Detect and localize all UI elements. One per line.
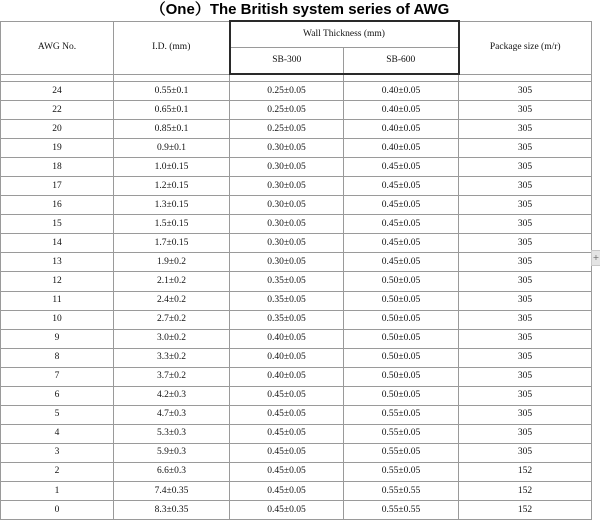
cell-sb600: 0.50±0.05 (344, 367, 459, 386)
cell-sb600: 0.45±0.05 (344, 234, 459, 253)
cell-sb300: 0.40±0.05 (230, 348, 344, 367)
table-row (1, 443, 592, 462)
cell-awg-no: 11 (1, 291, 114, 310)
cell-id: 0.65±0.1 (114, 101, 230, 120)
cell-id: 3.3±0.2 (114, 348, 230, 367)
cell-id: 2.4±0.2 (114, 291, 230, 310)
awg-table (0, 20, 592, 520)
cell-awg-no: 2 (1, 462, 114, 481)
cell-sb600: 0.45±0.05 (344, 158, 459, 177)
cell-awg-no: 5 (1, 405, 114, 424)
cell-sb600: 0.45±0.05 (344, 177, 459, 196)
cell-sb600: 0.45±0.05 (344, 253, 459, 272)
cell-package-size: 305 (459, 367, 592, 386)
cell-id: 5.3±0.3 (114, 424, 230, 443)
cell-id: 3.0±0.2 (114, 329, 230, 348)
cell-package-size: 305 (459, 272, 592, 291)
cell-package-size: 305 (459, 82, 592, 101)
table-row (1, 253, 592, 272)
cell-sb600: 0.50±0.05 (344, 386, 459, 405)
cell-awg-no: 24 (1, 82, 114, 101)
table-row (1, 215, 592, 234)
table-row (1, 139, 592, 158)
cell-package-size: 152 (459, 501, 592, 520)
cell-sb300: 0.45±0.05 (230, 443, 344, 462)
cell-id: 1.2±0.15 (114, 177, 230, 196)
cell-package-size: 305 (459, 386, 592, 405)
header-wall-thickness: Wall Thickness (mm) (230, 21, 459, 48)
table-body (1, 74, 592, 520)
table-row (1, 291, 592, 310)
cell-id: 0.85±0.1 (114, 120, 230, 139)
cell-sb300: 0.35±0.05 (230, 291, 344, 310)
table-row (1, 272, 592, 291)
header-spacer-row (1, 74, 592, 82)
header-awg-no: AWG No. (1, 21, 114, 74)
cell-package-size: 305 (459, 215, 592, 234)
table-row (1, 177, 592, 196)
cell-sb300: 0.35±0.05 (230, 310, 344, 329)
spacer-cell (459, 74, 592, 82)
cell-sb300: 0.30±0.05 (230, 234, 344, 253)
table-row (1, 462, 592, 481)
header-sb600: SB-600 (344, 48, 459, 75)
cell-sb600: 0.40±0.05 (344, 82, 459, 101)
cell-package-size: 305 (459, 196, 592, 215)
cell-id: 1.9±0.2 (114, 253, 230, 272)
cell-sb600: 0.50±0.05 (344, 310, 459, 329)
cell-sb300: 0.35±0.05 (230, 272, 344, 291)
cell-sb300: 0.40±0.05 (230, 367, 344, 386)
cell-package-size: 305 (459, 348, 592, 367)
table-row (1, 82, 592, 101)
cell-awg-no: 13 (1, 253, 114, 272)
cell-id: 1.7±0.15 (114, 234, 230, 253)
cell-sb300: 0.40±0.05 (230, 329, 344, 348)
cell-sb600: 0.40±0.05 (344, 101, 459, 120)
cell-awg-no: 3 (1, 443, 114, 462)
cell-id: 3.7±0.2 (114, 367, 230, 386)
cell-awg-no: 20 (1, 120, 114, 139)
cell-package-size: 305 (459, 329, 592, 348)
cell-sb300: 0.30±0.05 (230, 253, 344, 272)
cell-awg-no: 6 (1, 386, 114, 405)
cell-awg-no: 4 (1, 424, 114, 443)
cell-awg-no: 19 (1, 139, 114, 158)
cell-awg-no: 16 (1, 196, 114, 215)
cell-id: 2.1±0.2 (114, 272, 230, 291)
cell-sb300: 0.30±0.05 (230, 158, 344, 177)
cell-awg-no: 9 (1, 329, 114, 348)
cell-id: 4.2±0.3 (114, 386, 230, 405)
cell-sb600: 0.40±0.05 (344, 139, 459, 158)
table-row (1, 481, 592, 500)
cell-package-size: 305 (459, 291, 592, 310)
cell-id: 1.3±0.15 (114, 196, 230, 215)
table-row (1, 501, 592, 520)
cell-awg-no: 12 (1, 272, 114, 291)
cell-awg-no: 0 (1, 501, 114, 520)
cell-awg-no: 14 (1, 234, 114, 253)
cell-awg-no: 10 (1, 310, 114, 329)
cell-sb300: 0.45±0.05 (230, 405, 344, 424)
cell-sb300: 0.45±0.05 (230, 386, 344, 405)
cell-id: 6.6±0.3 (114, 462, 230, 481)
scroll-handle[interactable]: + (591, 250, 600, 266)
cell-sb600: 0.55±0.05 (344, 405, 459, 424)
cell-sb600: 0.55±0.55 (344, 501, 459, 520)
spacer-cell (230, 74, 344, 82)
table-row (1, 367, 592, 386)
cell-sb300: 0.25±0.05 (230, 101, 344, 120)
table-row (1, 196, 592, 215)
table-row (1, 158, 592, 177)
table-row (1, 405, 592, 424)
cell-id: 1.5±0.15 (114, 215, 230, 234)
table-row (1, 386, 592, 405)
page-title: （One）The British system series of AWG (150, 1, 450, 18)
cell-sb600: 0.55±0.05 (344, 424, 459, 443)
cell-sb600: 0.50±0.05 (344, 329, 459, 348)
cell-id: 0.9±0.1 (114, 139, 230, 158)
table-row (1, 310, 592, 329)
cell-sb300: 0.45±0.05 (230, 462, 344, 481)
header-sb300: SB-300 (230, 48, 344, 75)
cell-sb300: 0.45±0.05 (230, 424, 344, 443)
cell-sb300: 0.45±0.05 (230, 481, 344, 500)
cell-sb300: 0.30±0.05 (230, 196, 344, 215)
cell-sb300: 0.30±0.05 (230, 139, 344, 158)
cell-package-size: 305 (459, 158, 592, 177)
spacer-cell (114, 74, 230, 82)
cell-package-size: 305 (459, 424, 592, 443)
cell-package-size: 152 (459, 481, 592, 500)
cell-package-size: 305 (459, 177, 592, 196)
cell-sb600: 0.45±0.05 (344, 215, 459, 234)
cell-sb600: 0.50±0.05 (344, 348, 459, 367)
cell-id: 8.3±0.35 (114, 501, 230, 520)
cell-id: 4.7±0.3 (114, 405, 230, 424)
table-row (1, 234, 592, 253)
cell-id: 1.0±0.15 (114, 158, 230, 177)
cell-awg-no: 15 (1, 215, 114, 234)
cell-id: 2.7±0.2 (114, 310, 230, 329)
cell-awg-no: 7 (1, 367, 114, 386)
cell-id: 7.4±0.35 (114, 481, 230, 500)
cell-sb300: 0.30±0.05 (230, 215, 344, 234)
table-row (1, 329, 592, 348)
cell-sb300: 0.25±0.05 (230, 82, 344, 101)
table-header (1, 21, 592, 74)
cell-sb600: 0.40±0.05 (344, 120, 459, 139)
header-package-size: Package size (m/r) (459, 21, 592, 74)
table-row (1, 120, 592, 139)
spacer-cell (1, 74, 114, 82)
cell-awg-no: 8 (1, 348, 114, 367)
spacer-cell (344, 74, 459, 82)
cell-package-size: 305 (459, 310, 592, 329)
cell-id: 5.9±0.3 (114, 443, 230, 462)
table-row (1, 424, 592, 443)
cell-package-size: 152 (459, 462, 592, 481)
cell-sb600: 0.55±0.05 (344, 462, 459, 481)
cell-awg-no: 18 (1, 158, 114, 177)
table-row (1, 348, 592, 367)
cell-sb300: 0.45±0.05 (230, 501, 344, 520)
header-id: I.D. (mm) (114, 21, 230, 74)
cell-sb300: 0.30±0.05 (230, 177, 344, 196)
cell-sb600: 0.55±0.05 (344, 443, 459, 462)
cell-sb300: 0.25±0.05 (230, 120, 344, 139)
cell-package-size: 305 (459, 234, 592, 253)
cell-awg-no: 17 (1, 177, 114, 196)
cell-package-size: 305 (459, 120, 592, 139)
cell-package-size: 305 (459, 405, 592, 424)
cell-package-size: 305 (459, 443, 592, 462)
cell-sb600: 0.45±0.05 (344, 196, 459, 215)
cell-awg-no: 22 (1, 101, 114, 120)
cell-sb600: 0.55±0.55 (344, 481, 459, 500)
cell-sb600: 0.50±0.05 (344, 291, 459, 310)
cell-package-size: 305 (459, 139, 592, 158)
cell-sb600: 0.50±0.05 (344, 272, 459, 291)
table-row (1, 101, 592, 120)
cell-package-size: 305 (459, 253, 592, 272)
cell-package-size: 305 (459, 101, 592, 120)
cell-awg-no: 1 (1, 481, 114, 500)
cell-id: 0.55±0.1 (114, 82, 230, 101)
